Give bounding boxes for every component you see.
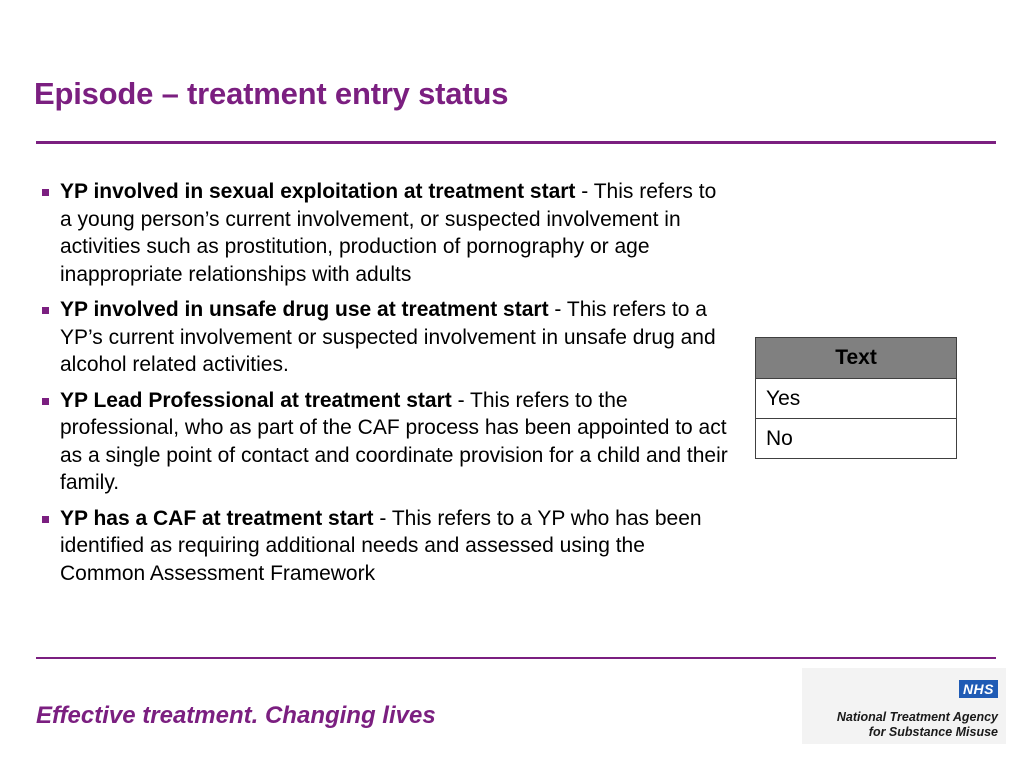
nta-logo: [802, 668, 1006, 744]
item-heading: YP has a CAF at treatment start: [60, 506, 374, 530]
item-text: - This refers to a young person’s current involvement, or suspected involvement in activities such as prostitution, production of pornography or age inappropriate relationships with adults: [60, 180, 717, 286]
list-item: [40, 505, 730, 588]
footer-divider: [36, 657, 996, 659]
table-header-row: [756, 338, 957, 379]
values-table: [755, 337, 957, 459]
list-item: [40, 387, 730, 497]
bullet-icon: [42, 516, 49, 523]
title-divider: [36, 141, 996, 144]
slide-title: Episode – treatment entry status: [34, 76, 509, 111]
bullet-icon: [42, 307, 49, 314]
table-header-cell: Text: [756, 338, 957, 379]
table-row: [756, 419, 957, 459]
agency-name: [837, 710, 998, 740]
table-cell: No: [756, 419, 957, 459]
item-heading: YP involved in sexual exploitation at treatment start: [60, 180, 576, 203]
item-text: - This refers to a YP’s current involvement or suspected involvement in unsafe drug and alcohol related activities.: [60, 298, 716, 376]
bullet-icon: [42, 189, 49, 196]
item-heading: YP involved in unsafe drug use at treatment start: [60, 298, 549, 321]
item-text: - This refers to a YP who has been identified as requiring additional needs and assessed using the Common Assessment Framework: [60, 506, 702, 585]
item-heading: YP Lead Professional at treatment start: [60, 388, 452, 412]
definition-list: [40, 178, 730, 595]
footer-tagline: Effective treatment. Changing lives: [36, 702, 436, 729]
agency-name-line: for Substance Misuse: [868, 725, 998, 739]
agency-name-line: National Treatment Agency: [836, 710, 998, 724]
table-row: [756, 379, 957, 419]
nhs-badge-icon: NHS: [959, 680, 998, 698]
list-item: [40, 296, 730, 379]
bullet-icon: [42, 398, 49, 405]
item-text: - This refers to the professional, who as part of the CAF process has been appointed to act as a single point of contact and coordinate provision for a child and their family.: [60, 388, 728, 494]
list-item: [40, 178, 730, 288]
table-cell: Yes: [756, 379, 957, 419]
